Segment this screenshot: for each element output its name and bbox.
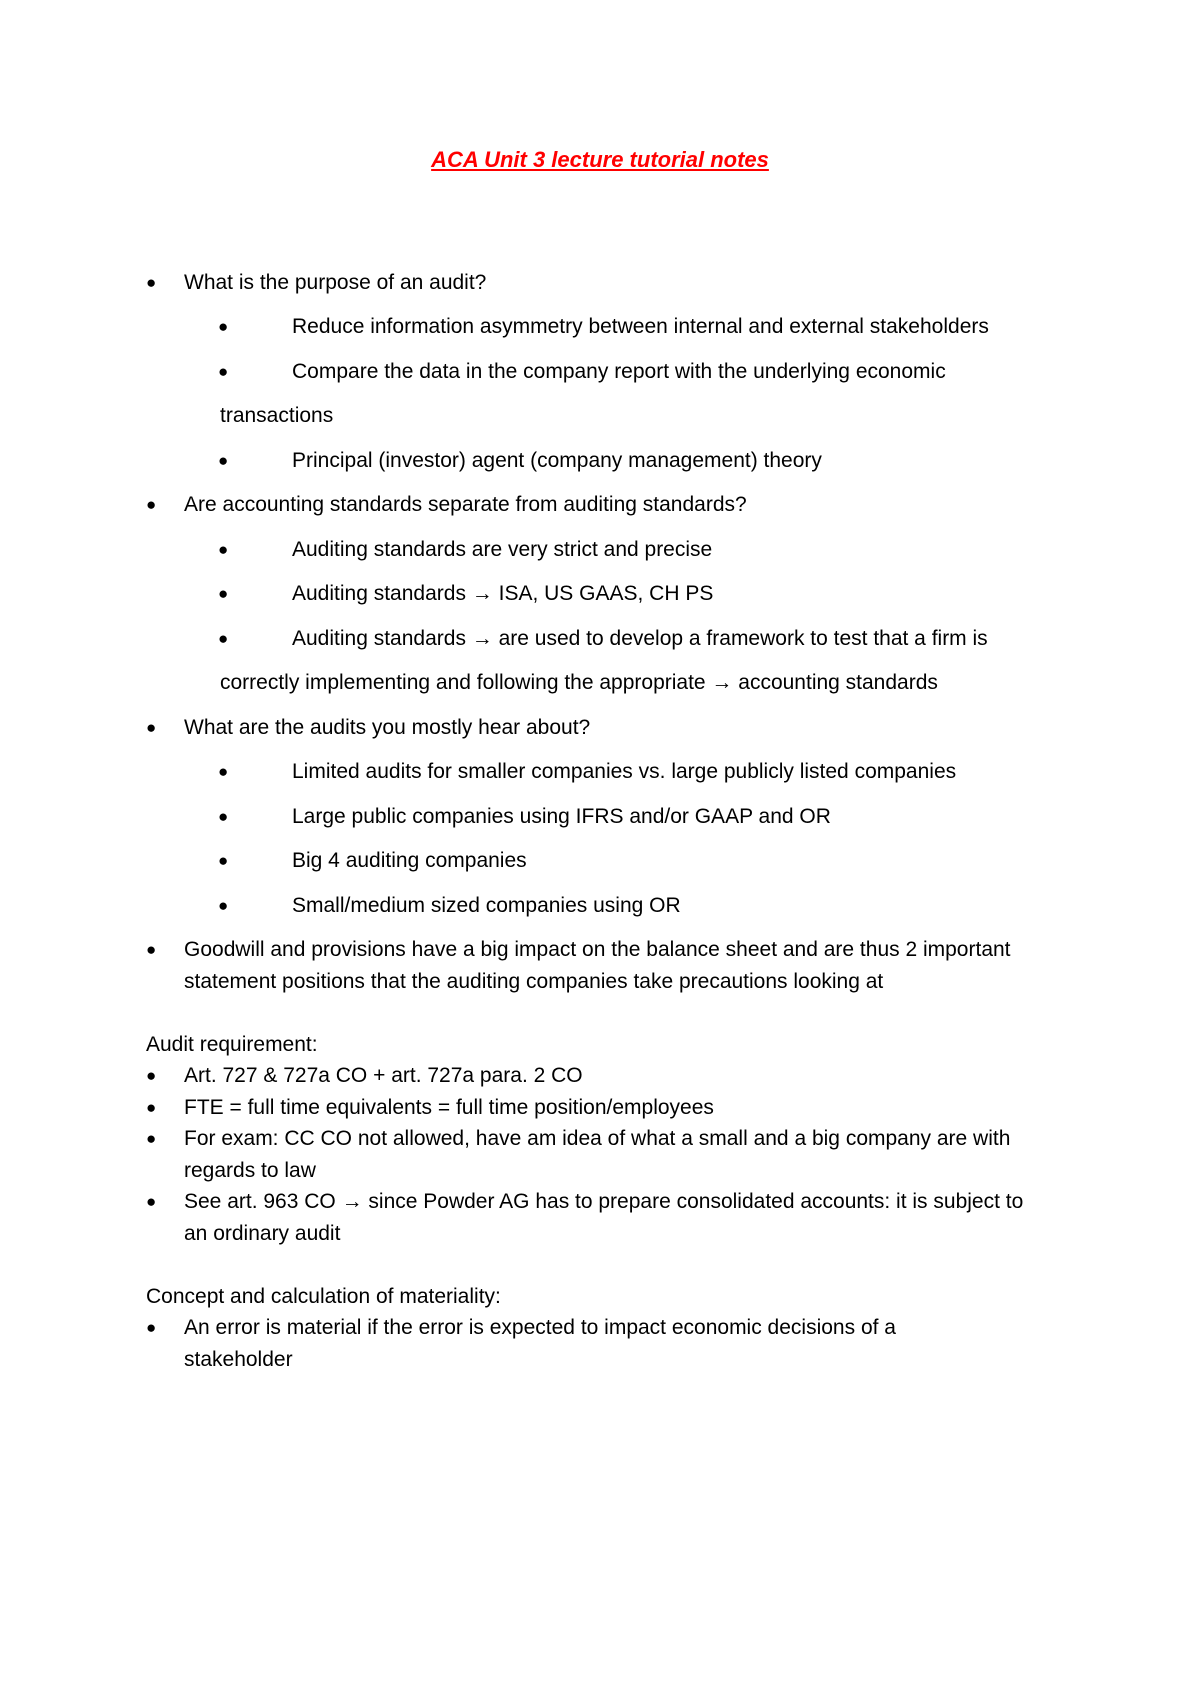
question-text: What are the audits you mostly hear about? — [184, 716, 591, 739]
sub-item-text: Principal (investor) agent (company management) theory — [292, 449, 822, 472]
bullet-icon: ● — [218, 451, 229, 470]
bullet-icon: ● — [146, 273, 157, 292]
bullet-icon: ● — [146, 718, 157, 737]
sub-item-text: Auditing standards → are used to develop a framework to test that a firm is — [292, 627, 988, 650]
sub-item-text: correctly implementing and following the appropriate → accounting standards — [220, 671, 938, 694]
bullet-icon: ● — [146, 1318, 157, 1337]
bullet-icon: ● — [146, 940, 157, 959]
bullet-icon: ● — [146, 1192, 157, 1211]
item-text: Art. 727 & 727a CO + art. 727a para. 2 CO — [184, 1064, 583, 1087]
item-text: An error is material if the error is expected to impact economic decisions of a — [184, 1316, 896, 1339]
bullet-icon: ● — [218, 896, 229, 915]
item-text: See art. 963 CO → since Powder AG has to prepare consolidated accounts: it is subject to — [184, 1190, 1024, 1213]
question-text: Are accounting standards separate from auditing standards? — [184, 493, 747, 516]
sub-item-text: Auditing standards are very strict and precise — [292, 538, 713, 561]
question-text: statement positions that the auditing companies take precautions looking at — [184, 970, 884, 993]
bullet-icon: ● — [218, 362, 229, 381]
bullet-icon: ● — [218, 584, 229, 603]
item-text: stakeholder — [184, 1348, 293, 1371]
sub-item-text: Small/medium sized companies using OR — [292, 894, 681, 917]
audit-requirement-heading: Audit requirement: — [146, 1033, 318, 1056]
bullet-icon: ● — [146, 1098, 157, 1117]
sub-item-text: Auditing standards → ISA, US GAAS, CH PS — [292, 582, 714, 605]
question-text: What is the purpose of an audit? — [184, 271, 487, 294]
bullet-icon: ● — [218, 762, 229, 781]
item-text: an ordinary audit — [184, 1222, 341, 1245]
bullet-icon: ● — [146, 1066, 157, 1085]
document-title: ACA Unit 3 lecture tutorial notes — [431, 147, 769, 172]
bullet-icon: ● — [146, 495, 157, 514]
bullet-icon: ● — [218, 317, 229, 336]
sub-item-text: Limited audits for smaller companies vs. large publicly listed companies — [292, 760, 957, 783]
sub-item-text: Large public companies using IFRS and/or GAAP and OR — [292, 805, 831, 828]
bullet-icon: ● — [218, 807, 229, 826]
bullet-icon: ● — [218, 629, 229, 648]
bullet-icon: ● — [218, 540, 229, 559]
sub-item-text: Big 4 auditing companies — [292, 849, 527, 872]
sub-item-text: transactions — [220, 404, 334, 427]
sub-item-text: Compare the data in the company report with the underlying economic — [292, 360, 946, 383]
item-text: FTE = full time equivalents = full time position/employees — [184, 1096, 714, 1119]
bullet-icon: ● — [218, 851, 229, 870]
question-text: Goodwill and provisions have a big impact on the balance sheet and are thus 2 important — [184, 938, 1011, 961]
item-text: regards to law — [184, 1159, 316, 1182]
materiality-heading: Concept and calculation of materiality: — [146, 1285, 501, 1308]
sub-item-text: Reduce information asymmetry between internal and external stakeholders — [292, 315, 989, 338]
bullet-icon: ● — [146, 1129, 157, 1148]
item-text: For exam: CC CO not allowed, have am idea of what a small and a big company are with — [184, 1127, 1011, 1150]
